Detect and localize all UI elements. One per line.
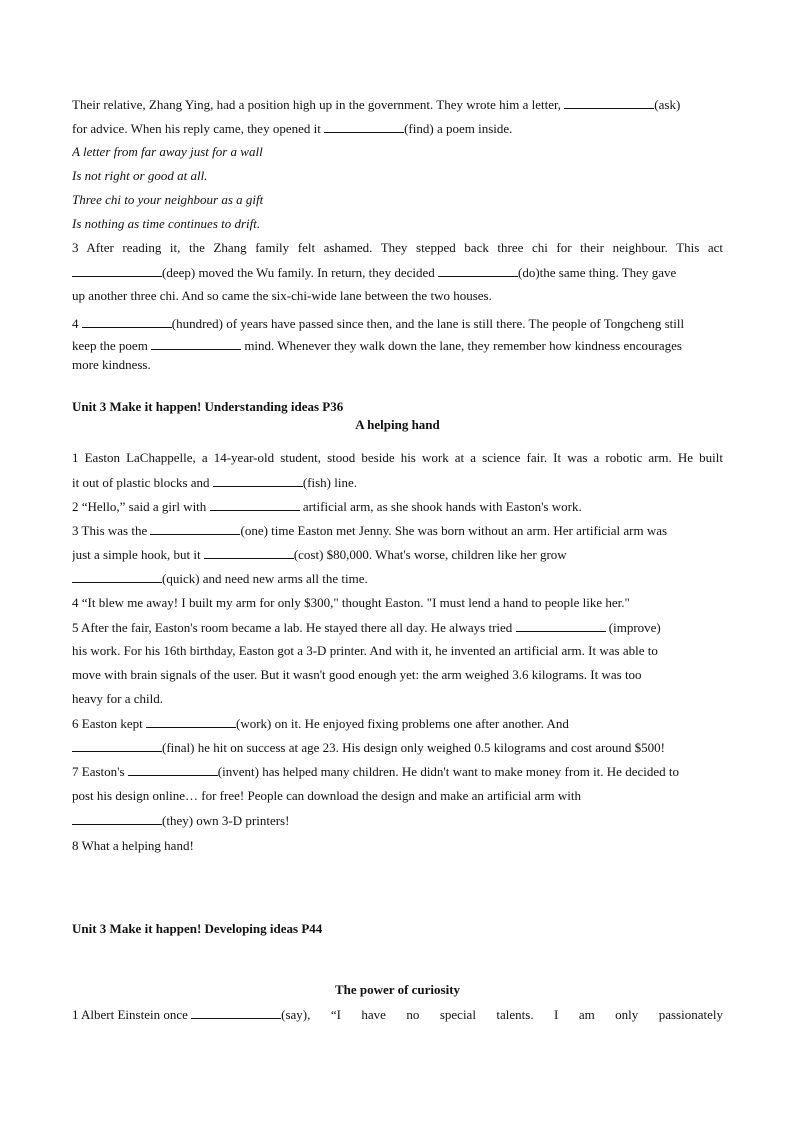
- text-line: 3 After reading it, the Zhang family felt ashamed. They stepped back three chi for their neighbour. This act: [72, 240, 723, 255]
- text-line: 8 What a helping hand!: [72, 838, 194, 853]
- answer-blank[interactable]: [151, 337, 241, 350]
- text-line: it out of plastic blocks and (fish) line.: [72, 475, 357, 490]
- text-line: 7 Easton's (invent) has helped many children. He didn't want to make money from it. He decided to: [72, 764, 679, 779]
- section-heading: Unit 3 Make it happen! Understanding ideas P36: [72, 399, 344, 414]
- text-line: heavy for a child.: [72, 691, 163, 706]
- text-line: 4 (hundred) of years have passed since then, and the lane is still there. The people of Tongcheng still: [72, 316, 685, 331]
- passage-title: A helping hand: [355, 417, 440, 432]
- text-line: (they) own 3-D printers!: [72, 812, 723, 829]
- answer-blank[interactable]: [438, 264, 518, 277]
- text-line: move with brain signals of the user. But it wasn't good enough yet: the arm weighed 3.6 kilograms. It was too: [72, 667, 642, 682]
- answer-blank[interactable]: [72, 812, 162, 825]
- text-line: (deep) moved the Wu family. In return, they decided (do)the same thing. They gave: [72, 264, 723, 281]
- text-line: 4 “It blew me away! I built my arm for only $300," thought Easton. "I must lend a hand to people like her.": [72, 595, 630, 610]
- answer-blank[interactable]: [210, 498, 300, 511]
- text-line: 1 Albert Einstein once (say), “I have no special talents. I am only passionately: [72, 1007, 723, 1022]
- answer-blank[interactable]: [82, 315, 172, 328]
- text-line: for advice. When his reply came, they opened it (find) a poem inside.: [72, 121, 513, 136]
- text-line: keep the poem mind. Whenever they walk down the lane, they remember how kindness encourages: [72, 338, 682, 353]
- text-line: (quick) and need new arms all the time.: [72, 570, 723, 587]
- passage-title: The power of curiosity: [334, 982, 461, 997]
- text-line: Their relative, Zhang Ying, had a position high up in the government. They wrote him a letter, (ask): [72, 97, 681, 112]
- answer-blank[interactable]: [564, 96, 654, 109]
- text-line: his work. For his 16th birthday, Easton got a 3-D printer. And with it, he invented an artificial arm. It was able to: [72, 643, 658, 658]
- answer-blank[interactable]: [128, 763, 218, 776]
- poem-line: Is not right or good at all.: [72, 168, 208, 183]
- text-line: 5 After the fair, Easton's room became a lab. He stayed there all day. He always tried (improve): [72, 620, 661, 635]
- text-line: 3 This was the (one) time Easton met Jenny. She was born without an arm. Her artificial arm was: [72, 523, 668, 538]
- answer-blank[interactable]: [516, 619, 606, 632]
- answer-blank[interactable]: [72, 264, 162, 277]
- text-line: just a simple hook, but it (cost) $80,000. What's worse, children like her grow: [72, 547, 567, 562]
- answer-blank[interactable]: [72, 739, 162, 752]
- text-line: up another three chi. And so came the six-chi-wide lane between the two houses.: [72, 288, 492, 303]
- poem-line: Three chi to your neighbour as a gift: [72, 192, 264, 207]
- text-line: more kindness.: [72, 357, 151, 372]
- poem-line: Is nothing as time continues to drift.: [72, 216, 261, 231]
- poem-line: A letter from far away just for a wall: [72, 144, 263, 159]
- answer-blank[interactable]: [204, 546, 294, 559]
- text-line: 6 Easton kept (work) on it. He enjoyed fixing problems one after another. And: [72, 716, 569, 731]
- answer-blank[interactable]: [146, 715, 236, 728]
- answer-blank[interactable]: [150, 522, 240, 535]
- section-heading: Unit 3 Make it happen! Developing ideas P44: [72, 921, 323, 936]
- answer-blank[interactable]: [72, 570, 162, 583]
- text-line: post his design online… for free! People can download the design and make an artificial arm with: [72, 788, 582, 803]
- answer-blank[interactable]: [213, 474, 303, 487]
- answer-blank[interactable]: [191, 1006, 281, 1019]
- text-line: 2 “Hello,” said a girl with artificial arm, as she shook hands with Easton's work.: [72, 499, 582, 514]
- answer-blank[interactable]: [324, 120, 404, 133]
- text-line: (final) he hit on success at age 23. His design only weighed 0.5 kilograms and cost around $500!: [72, 739, 723, 756]
- text-line: 1 Easton LaChappelle, a 14-year-old student, stood beside his work at a science fair. It was a robotic arm. He built: [72, 450, 723, 465]
